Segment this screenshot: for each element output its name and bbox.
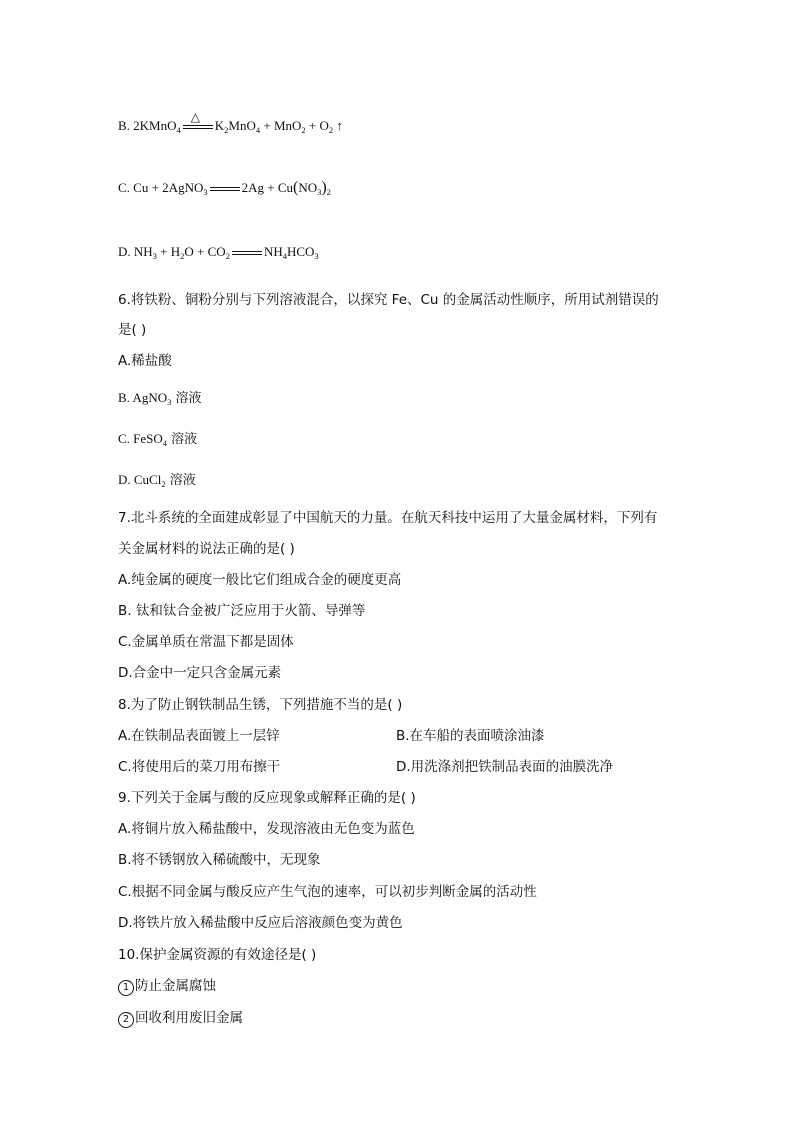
formula: NO <box>298 180 318 195</box>
subscript: 3 <box>167 397 172 407</box>
q6-option-b <box>118 388 202 409</box>
formula: 2KMnO <box>133 118 177 133</box>
paren-open: ( <box>292 179 299 196</box>
subscript: 2 <box>224 125 229 135</box>
q6-option-c <box>118 429 197 450</box>
option-c-equation <box>118 178 331 198</box>
circled-number: 1 <box>118 980 134 996</box>
heat-symbol: △ <box>190 110 200 125</box>
subscript: 2 <box>161 479 166 489</box>
q7-option-b: B. 钛和钛合金被广泛应用于火箭、导弹等 <box>118 603 366 619</box>
q9-option-d: D.将铁片放入稀盐酸中反应后溶液颜色变为黄色 <box>118 915 403 931</box>
formula: MnO <box>228 118 256 133</box>
formula: + H <box>156 244 181 259</box>
q10-item-2 <box>118 1008 243 1028</box>
q10-stem: 10.保护金属资源的有效途径是( ) <box>118 947 317 963</box>
gas-arrow: ↑ <box>333 118 343 133</box>
q10-item-1 <box>118 976 216 996</box>
subscript: 3 <box>152 251 157 261</box>
q7-stem-line2: 关金属材料的说法正确的是( ) <box>118 541 295 557</box>
subscript: 4 <box>255 125 261 135</box>
q7-option-c: C.金属单质在常温下都是固体 <box>118 634 294 650</box>
subscript: 2 <box>328 125 334 135</box>
subscript: 4 <box>162 438 168 448</box>
option-text: 溶液 <box>171 391 202 406</box>
subscript: 2 <box>225 251 230 261</box>
formula: HCO <box>286 244 315 259</box>
q9-option-a: A.将铜片放入稀盐酸中，发现溶液由无色变为蓝色 <box>118 821 415 837</box>
circled-number: 2 <box>118 1012 134 1028</box>
q9-stem: 9.下列关于金属与酸的反应现象或解释正确的是( ) <box>118 790 416 806</box>
item-text: 回收利用废旧金属 <box>135 1010 243 1026</box>
q7-option-a: A.纯金属的硬度一般比它们组成合金的硬度更高 <box>118 572 402 588</box>
q8-stem: 8.为了防止钢铁制品生锈，下列措施不当的是( ) <box>118 697 403 713</box>
subscript: 4 <box>282 251 287 261</box>
q9-option-b: B.将不锈钢放入稀硫酸中，无现象 <box>118 852 321 868</box>
equals-sign <box>210 183 240 195</box>
formula: NH <box>133 244 153 259</box>
formula: K <box>214 118 225 133</box>
equals-sign <box>183 110 213 133</box>
option-d-equation <box>118 242 319 262</box>
q6-option-a: A.稀盐酸 <box>118 353 172 369</box>
subscript: 2 <box>301 125 306 135</box>
q6-stem-line2: 是( ) <box>118 322 147 338</box>
q8-option-c: C.将使用后的菜刀用布擦干 <box>118 759 281 775</box>
formula: 2Ag + Cu <box>241 180 293 195</box>
formula: D. CuCl <box>118 472 162 487</box>
option-b-equation <box>118 110 343 136</box>
formula: NH <box>263 244 283 259</box>
q9-option-c: C.根据不同金属与酸反应产生气泡的速率，可以初步判断金属的活动性 <box>118 884 537 900</box>
option-letter: B. <box>118 118 134 133</box>
formula: O + CO <box>184 244 226 259</box>
option-letter: C. <box>118 180 134 195</box>
formula: + MnO <box>260 118 302 133</box>
subscript: 2 <box>326 187 331 197</box>
subscript: 2 <box>180 251 185 261</box>
q6-option-d <box>118 470 196 491</box>
formula: C. FeSO <box>118 431 163 446</box>
option-text: 溶液 <box>165 473 196 488</box>
formula: + O <box>305 118 329 133</box>
subscript: 3 <box>203 187 208 197</box>
q8-option-a: A.在铁制品表面镀上一层锌 <box>118 728 280 744</box>
q8-option-b: B.在车船的表面喷涂油漆 <box>396 728 545 744</box>
formula: B. AgNO <box>118 390 168 405</box>
paren-close: ) <box>321 179 327 196</box>
subscript: 4 <box>176 125 181 135</box>
formula: Cu + 2AgNO <box>133 180 204 195</box>
equals-sign <box>232 247 262 259</box>
subscript: 3 <box>314 251 319 261</box>
subscript: 3 <box>317 187 322 197</box>
q7-stem-line1: 7.北斗系统的全面建成彰显了中国航天的力量。在航天科技中运用了大量金属材料，下列有 <box>118 510 658 526</box>
q6-stem-line1: 6.将铁粉、铜粉分别与下列溶液混合，以探究 Fe、Cu 的金属活动性顺序，所用试剂错误的 <box>118 292 659 308</box>
option-letter: D. <box>118 244 134 259</box>
q8-option-d: D.用洗涤剂把铁制品表面的油膜洗净 <box>396 759 614 775</box>
q7-option-d: D.合金中一定只含金属元素 <box>118 665 282 681</box>
item-text: 防止金属腐蚀 <box>135 978 216 994</box>
option-text: 溶液 <box>167 432 198 447</box>
